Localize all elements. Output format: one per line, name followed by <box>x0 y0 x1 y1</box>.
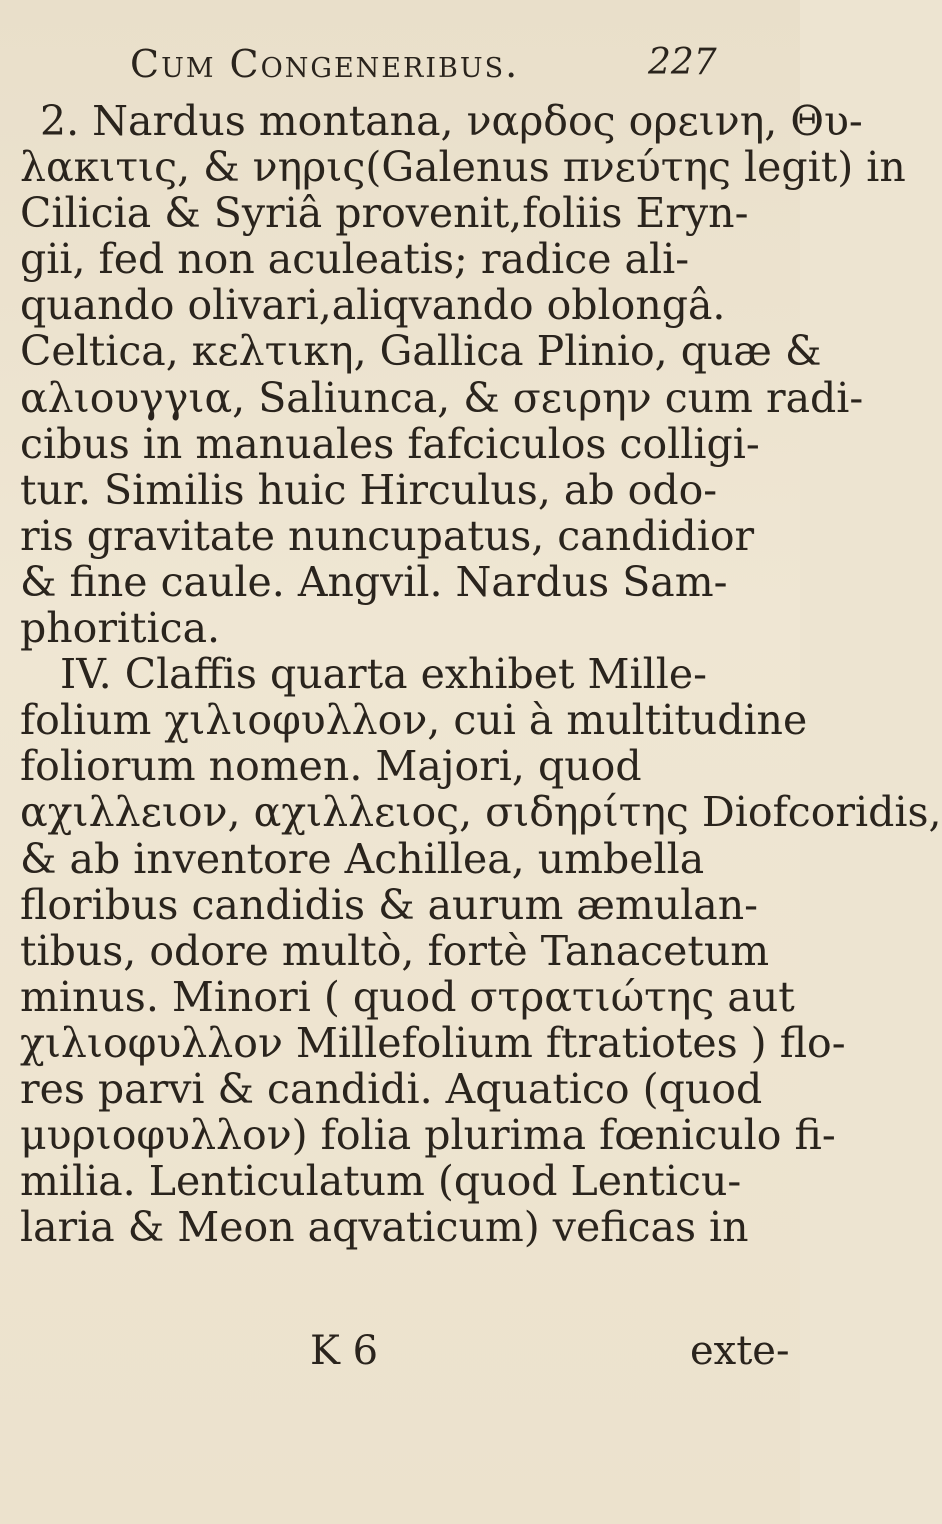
text-line: IV. Claffis quarta exhibet Mille- <box>60 650 707 699</box>
text-line: χιλιοφυλλον Millefolium ftratiotes ) flo- <box>20 1018 846 1067</box>
text-line: Celtica, κελτικη, Gallica Plinio, quæ & <box>20 327 822 376</box>
text-line: quando olivari,aliqvando oblongâ. <box>20 281 726 330</box>
text-line: phoritica. <box>20 604 221 653</box>
text-line: tur. Similis huic Hirculus, ab odo- <box>20 465 718 514</box>
text-line: & ab inventore Achillea, umbella <box>20 834 705 883</box>
text-line: milia. Lenticulatum (quod Lenticu- <box>20 1157 742 1206</box>
body-text <box>20 97 942 1252</box>
text-line: αχιλλειον, αχιλλειος, σιδηρίτης Diofcoridis, <box>20 788 942 837</box>
text-line: tibus, odore multò, fortè Tanacetum <box>20 926 770 975</box>
text-line: αλιουγγια, Saliunca, & σειρην cum radi- <box>20 373 864 422</box>
text-line: Cilicia & Syriâ provenit,foliis Eryn- <box>20 189 749 238</box>
text-line: ris gravitate nuncupatus, candidior <box>20 511 755 560</box>
text-line: foliorum nomen. Majori, quod <box>20 742 642 791</box>
text-line: & fine caule. Angvil. Nardus Sam- <box>20 557 728 606</box>
signature-mark: K 6 <box>310 1328 379 1374</box>
text-line: cibus in manuales fafciculos colligi- <box>20 419 760 468</box>
text-line: minus. Minori ( quod στρατιώτης aut <box>20 972 795 1021</box>
page-footer <box>0 1328 800 1388</box>
text-line: floribus candidis & aurum æmulan- <box>20 880 758 929</box>
running-title: Cum Congeneribus. <box>130 42 520 86</box>
text-line: folium χιλιοφυλλον, cui à multitudine <box>20 696 808 745</box>
text-line: 2. Nardus montana, ναρδος ορεινη, Θυ- <box>40 97 863 145</box>
page-number: 227 <box>648 42 717 83</box>
text-line: laria & Meon aqvaticum) veficas in <box>20 1203 749 1252</box>
catchword: exte- <box>690 1328 790 1374</box>
page-header <box>0 42 800 92</box>
text-line: res parvi & candidi. Aquatico (quod <box>20 1064 763 1113</box>
text-line: gii, fed non aculeatis; radice ali- <box>20 235 690 284</box>
text-line: μυριοφυλλον) folia plurima fœniculo fi- <box>20 1111 836 1160</box>
text-line: λακιτις, & νηρις(Galenus πνεύτης legit) in <box>20 143 906 192</box>
